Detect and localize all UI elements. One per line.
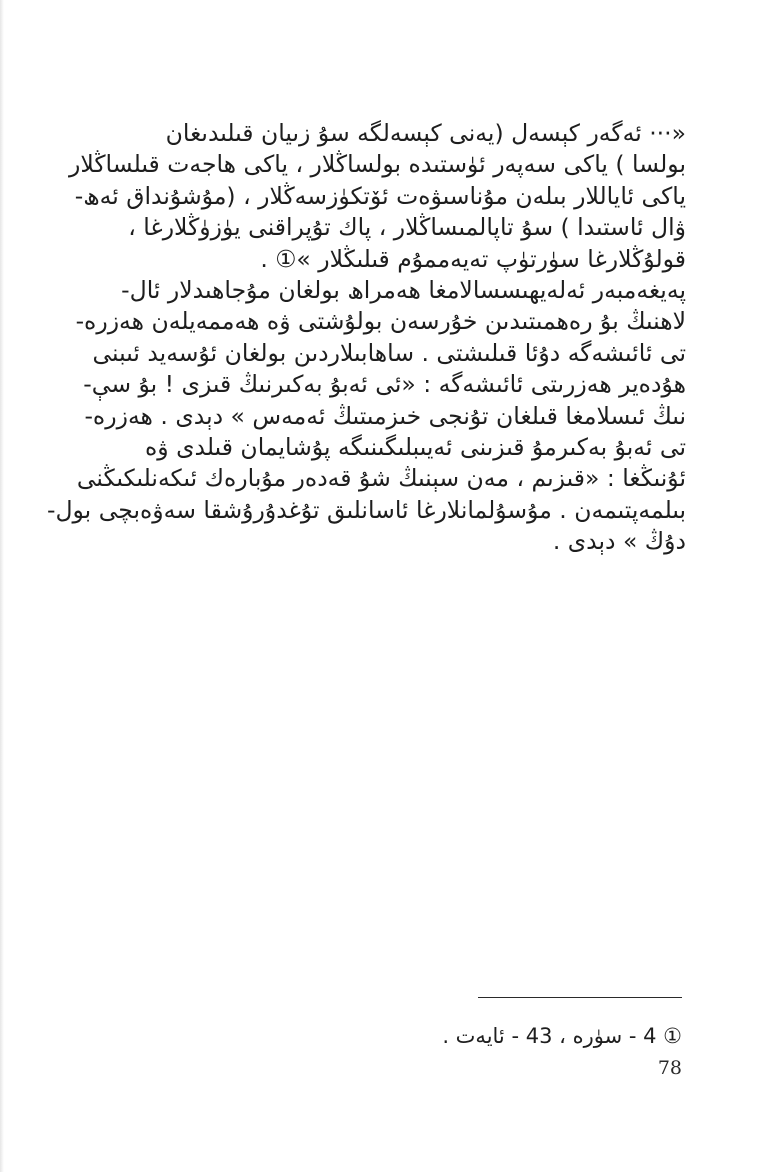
text-line: نىڭ ئىسلامغا قىلغان تۇنجى خىزمىتىڭ ئەمەس » دېدى . ھەزرە- <box>84 401 686 430</box>
text-line: بولسا ) ياكى سەپەر ئۈستىدە بولساڭلار ، ياكى ھاجەت قىلساڭلار <box>69 150 686 179</box>
text-line: تى ئائىشەگە دۇئا قىلىشتى . ساھابىلاردىن بولغان ئۇسەيد ئىبنى <box>92 338 686 367</box>
text-line: قولۇڭلارغا سۈرتۈپ تەيەممۇم قىلىڭلار »① . <box>260 244 686 273</box>
paragraph-narrative <box>46 275 686 558</box>
text-line: ھۇدەير ھەزرىتى ئائىشەگە : «ئى ئەبۇ بەكىرنىڭ قىزى ! بۇ سې- <box>83 370 686 399</box>
footnote-divider <box>478 997 682 998</box>
page-edge-shadow <box>0 0 4 1172</box>
text-line: ئۇنىڭغا : «قىزىم ، مەن سېنىڭ شۇ قەدەر مۇبارەك ئىكەنلىكىڭنى <box>76 464 686 493</box>
text-line: تى ئەبۇ بەكىرمۇ قىزىنى ئەيىبلىگىنىگە پۇشايمان قىلدى ۋە <box>145 433 686 462</box>
text-line: بىلمەپتىمەن . مۇسۇلمانلارغا ئاسانلىق تۇغدۇرۇشقا سەۋەبچى بول- <box>46 495 686 524</box>
paragraph-quote <box>69 118 686 275</box>
text-line: ۋال ئاستىدا ) سۇ تاپالمىساڭلار ، پاك تۇپراقنى يۈزۈڭلارغا ، <box>128 213 686 242</box>
main-text-block <box>46 118 686 558</box>
page-number: 78 <box>657 1057 682 1079</box>
text-line: دۇڭ » دېدى . <box>552 527 686 556</box>
text-line: لاھنىڭ بۇ رەھمىتىدىن خۇرسەن بولۇشتى ۋە ھەممەيلەن ھەزرە- <box>75 307 686 336</box>
text-line: پەيغەمبەر ئەلەيھىسسالامغا ھەمراھ بولغان مۇجاھىدلار ئال- <box>121 276 686 305</box>
text-line: «··· ئەگەر كېسەل (يەنى كېسەلگە سۇ زىيان قىلىدىغان <box>165 119 686 147</box>
footnote: ① 4 - سۈرە ، 43 - ئايەت . <box>442 1024 682 1048</box>
text-line: ياكى ئاياللار بىلەن مۇناسىۋەت ئۆتكۈزسەڭلار ، (مۇشۇنداق ئەھ- <box>74 181 686 210</box>
